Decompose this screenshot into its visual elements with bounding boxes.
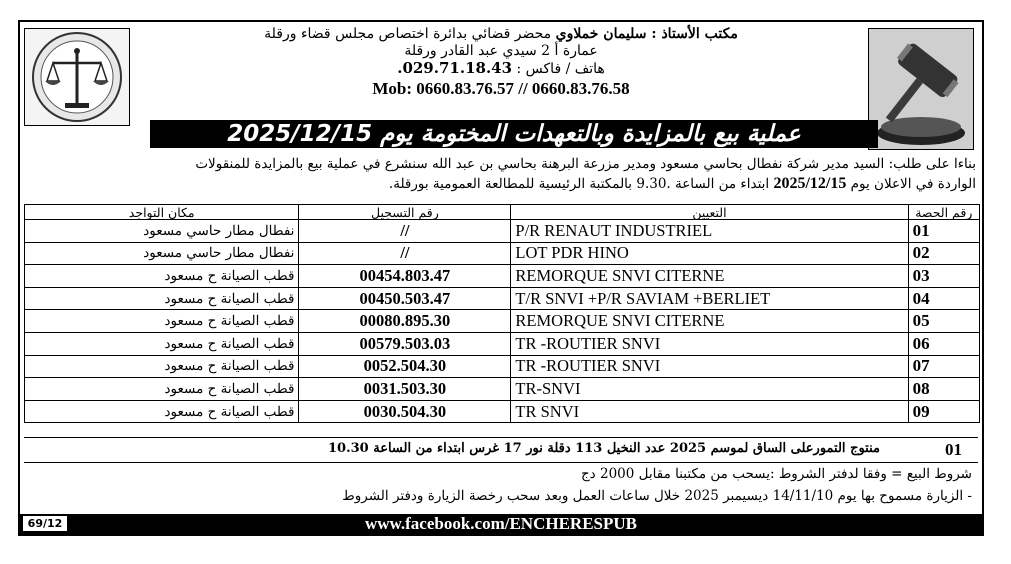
lot-location: قطب الصيانة ح مسعود xyxy=(25,287,299,310)
lot-registration: 00579.503.03 xyxy=(299,332,511,355)
table-row xyxy=(25,265,980,288)
lot-number: 02 xyxy=(908,242,979,265)
header-lot: رقم الحصة xyxy=(908,205,979,220)
lot-location: قطب الصيانة ح مسعود xyxy=(25,355,299,378)
lot-registration: 00080.895.30 xyxy=(299,310,511,333)
mobile-numbers: Mob: 0660.83.76.57 // 0660.83.76.58 xyxy=(372,79,630,98)
intro-line-1: بناءا على طلب: السيد مدير شركة نفطال بحاسي مسعود ومدير مزرعة البرهنة بحاسي بن عبد الله سنشرع في عملية بيع بالمزايدة للمنقولات xyxy=(195,156,976,172)
lot-location: قطب الصيانة ح مسعود xyxy=(25,378,299,401)
lot-number: 07 xyxy=(908,355,979,378)
lot-location: قطب الصيانة ح مسعود xyxy=(25,400,299,423)
lot-designation: TR SNVI xyxy=(511,400,908,423)
office-description: محضر قضائي بدائرة اختصاص مجلس قضاء ورقلة xyxy=(264,26,556,42)
phone-number: 029.71.18.43. xyxy=(397,59,513,77)
sale-conditions xyxy=(24,463,972,507)
lot-number: 04 xyxy=(908,287,979,310)
table-row xyxy=(25,242,980,265)
table-header-row xyxy=(25,205,980,220)
lot-number: 03 xyxy=(908,265,979,288)
lots-table xyxy=(24,204,980,423)
table-row xyxy=(25,310,980,333)
table-row xyxy=(25,220,980,243)
sale-date: 2025/12/15 xyxy=(773,175,847,192)
lot-number: 01 xyxy=(908,220,979,243)
lot-number: 05 xyxy=(908,310,979,333)
lot-location: نفطال مطار حاسي مسعود xyxy=(25,220,299,243)
conditions-line-1: شروط البيع = وفقا لدفتر الشروط :يسحب من مكتبنا مقابل 2000 دج xyxy=(580,466,972,482)
lot-location: قطب الصيانة ح مسعود xyxy=(25,310,299,333)
lot-registration: 0052.504.30 xyxy=(299,355,511,378)
lot-location: نفطال مطار حاسي مسعود xyxy=(25,242,299,265)
lot-registration: 0031.503.30 xyxy=(299,378,511,401)
auction-notice xyxy=(18,20,984,536)
lot-number: 06 xyxy=(908,332,979,355)
lot-designation: REMORQUE SNVI CITERNE xyxy=(511,310,908,333)
header-registration: رقم التسجيل xyxy=(299,205,511,220)
dates-lot-details: 2025 عدد النخيل 113 دقلة نور 17 غرس ابتداء من الساعة 10.30 xyxy=(328,441,711,456)
lot-designation: TR-SNVI xyxy=(511,378,908,401)
lot-location: قطب الصيانة ح مسعود xyxy=(25,332,299,355)
lot-designation: TR -ROUTIER SNVI xyxy=(511,332,908,355)
lot-designation: T/R SNVI +P/R SAVIAM +BERLIET xyxy=(511,287,908,310)
header-designation: التعيين xyxy=(511,205,908,220)
lot-registration: // xyxy=(299,220,511,243)
intro-line-2 xyxy=(24,174,976,194)
table-row xyxy=(25,287,980,310)
lot-designation: LOT PDR HINO xyxy=(511,242,908,265)
lot-registration: 0030.504.30 xyxy=(299,400,511,423)
gavel-icon xyxy=(868,28,974,150)
lot-number: 08 xyxy=(908,378,979,401)
dates-lot-number: 01 xyxy=(945,440,962,459)
intro-line-2-start: الواردة في الاعلان يوم xyxy=(846,176,976,192)
phone-label: هاتف / فاكس : xyxy=(512,61,605,77)
lot-registration: 00454.803.47 xyxy=(299,265,511,288)
lot-registration: // xyxy=(299,242,511,265)
lot-location: قطب الصيانة ح مسعود xyxy=(25,265,299,288)
office-address: عمارة أ 2 سيدي عبد القادر ورقلة xyxy=(404,43,598,59)
lot-number: 09 xyxy=(908,400,979,423)
dates-lot-title: منتوج التمورعلى الساق لموسم xyxy=(710,441,880,456)
dates-lot-description xyxy=(328,441,880,456)
conditions-line-2: - الزيارة مسموح بها يوم 14/11/10 ديسيمبر 2025 خلال ساعات العمل وبعد سحب رخصة الزيارة ودفتر الشروط xyxy=(342,488,972,504)
table-row xyxy=(25,378,980,401)
intro-line-2-end: ابتداء من الساعة .9.30 بالمكتبة الرئيسية للمطالعة العمومية بورقلة. xyxy=(388,176,774,192)
office-name: مكتب الأستاذ : سليمان خملاوي xyxy=(555,26,738,42)
table-row xyxy=(25,355,980,378)
footer-bar xyxy=(20,514,982,534)
header-location: مكان التواجد xyxy=(25,205,299,220)
notice-title: عملية بيع بالمزايدة وبالتعهدات المختومة يوم 2025/12/15 xyxy=(150,120,878,148)
table-row xyxy=(25,332,980,355)
page-number: 69/12 xyxy=(22,515,68,532)
dates-lot-row xyxy=(24,437,978,463)
office-line-1 xyxy=(200,26,802,43)
lot-designation: TR -ROUTIER SNVI xyxy=(511,355,908,378)
office-phone-line xyxy=(200,60,802,78)
facebook-url[interactable]: www.facebook.com/ENCHERESPUB xyxy=(364,514,637,533)
lot-designation: P/R RENAUT INDUSTRIEL xyxy=(511,220,908,243)
table-row xyxy=(25,400,980,423)
scales-of-justice-emblem xyxy=(24,28,130,126)
office-header xyxy=(200,26,802,100)
lot-registration: 00450.503.47 xyxy=(299,287,511,310)
intro-text xyxy=(24,154,976,194)
lot-designation: REMORQUE SNVI CITERNE xyxy=(511,265,908,288)
